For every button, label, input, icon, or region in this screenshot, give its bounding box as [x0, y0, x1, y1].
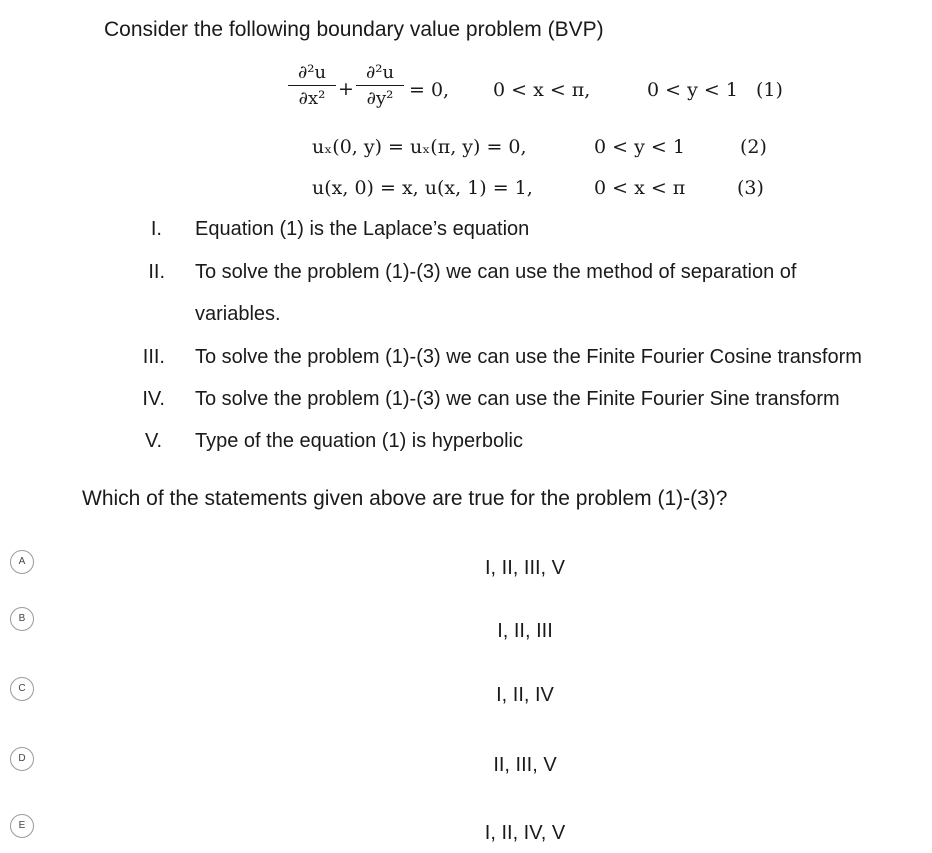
- fraction-denominator: ∂y²: [366, 88, 394, 109]
- statement-numeral: V.: [144, 430, 162, 452]
- fraction-numerator: ∂²u: [288, 62, 336, 86]
- option-radio-e[interactable]: E: [10, 814, 34, 838]
- plus-sign: +: [338, 78, 354, 100]
- question-text: Which of the statements given above are true for the problem (1)-(3)?: [82, 487, 728, 510]
- option-label-e[interactable]: I, II, IV, V: [484, 822, 566, 844]
- statement-text: Equation (1) is the Laplace’s equation: [195, 218, 530, 240]
- equation-3-label: (3): [737, 177, 764, 199]
- equation-1-rhs: = 0,: [409, 79, 450, 101]
- option-label-c[interactable]: I, II, IV: [496, 684, 554, 706]
- fraction-d2u-dy2: [356, 62, 404, 109]
- statement-numeral: II.: [148, 261, 165, 283]
- statement-text: To solve the problem (1)-(3) we can use the Finite Fourier Cosine transform: [195, 346, 862, 368]
- fraction-d2u-dx2: [288, 62, 336, 109]
- fraction-denominator: ∂x²: [298, 88, 326, 109]
- option-label-b[interactable]: I, II, III: [497, 620, 553, 642]
- equation-2-domain: 0 < y < 1: [594, 136, 685, 158]
- option-label-d[interactable]: II, III, V: [493, 754, 557, 776]
- statement-text: To solve the problem (1)-(3) we can use the method of separation of: [195, 261, 797, 283]
- statement-numeral: III.: [142, 346, 165, 368]
- equation-3-expression: u(x, 0) = x, u(x, 1) = 1,: [312, 177, 533, 199]
- intro-text: Consider the following boundary value problem (BVP): [104, 18, 604, 41]
- option-radio-a[interactable]: A: [10, 550, 34, 574]
- option-radio-c[interactable]: C: [10, 677, 34, 701]
- statement-text: Type of the equation (1) is hyperbolic: [195, 430, 523, 452]
- fraction-numerator: ∂²u: [356, 62, 404, 86]
- equation-2-label: (2): [740, 136, 767, 158]
- equation-2-expression: uₓ(0, y) = uₓ(π, y) = 0,: [312, 136, 527, 158]
- equation-1-label: (1): [756, 79, 783, 101]
- equation-1-domain-x: 0 < x < π,: [493, 79, 591, 101]
- equation-3-domain: 0 < x < π: [594, 177, 686, 199]
- statement-numeral: I.: [150, 218, 162, 240]
- option-radio-d[interactable]: D: [10, 747, 34, 771]
- statement-text-continuation: variables.: [195, 303, 281, 325]
- option-label-a[interactable]: I, II, III, V: [484, 557, 566, 579]
- option-radio-b[interactable]: B: [10, 607, 34, 631]
- statement-text: To solve the problem (1)-(3) we can use the Finite Fourier Sine transform: [195, 388, 840, 410]
- statement-numeral: IV.: [142, 388, 165, 410]
- equation-1-domain-y: 0 < y < 1: [647, 79, 738, 101]
